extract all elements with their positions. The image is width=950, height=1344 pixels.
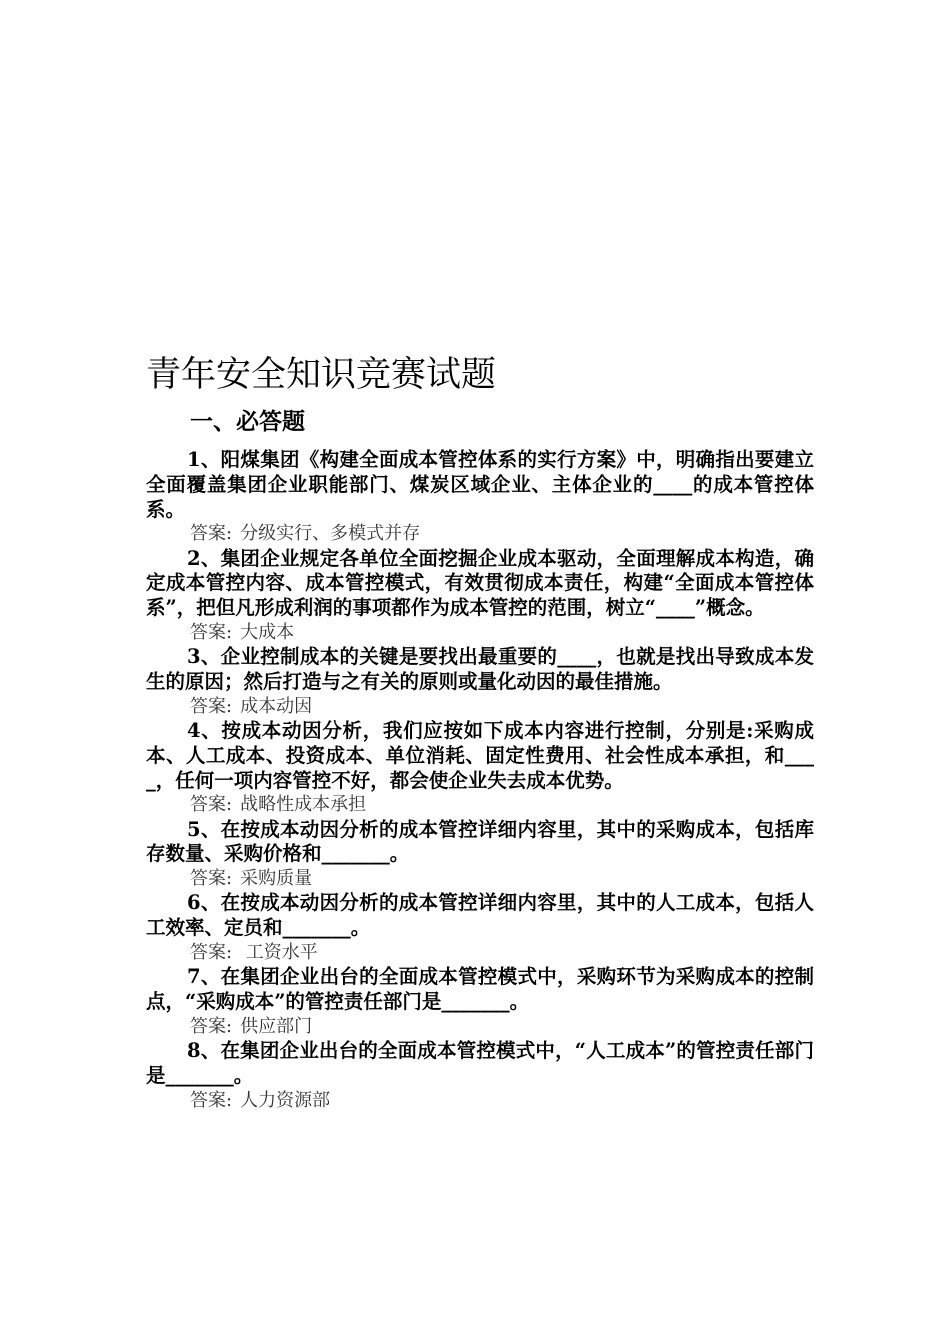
answer-8 <box>146 1089 814 1113</box>
answer-label: 答案: <box>190 1089 233 1111</box>
answer-label: 答案: <box>190 868 233 890</box>
answer-4 <box>146 793 814 817</box>
question-6: 6、在按成本动因分析的成本管控详细内容里，其中的人工成本，包括人工效率、定员和_______。 <box>146 891 814 940</box>
section-heading: 一、必答题 <box>190 408 305 435</box>
answer-label: 答案: <box>190 621 233 643</box>
answer-text: 人力资源部 <box>240 1089 331 1111</box>
answer-1 <box>146 522 814 546</box>
answer-7 <box>146 1015 814 1039</box>
answer-3 <box>146 695 814 719</box>
answer-text: 工资水平 <box>240 941 318 963</box>
answer-text: 战略性成本承担 <box>240 794 367 816</box>
question-7: 7、在集团企业出台的全面成本管控模式中，采购环节为采购成本的控制点，“采购成本”的管控责任部门是_______。 <box>146 965 814 1013</box>
question-1: 1、阳煤集团《构建全面成本管控体系的实行方案》中，明确指出要建立全面覆盖集团企业职能部门、煤炭区域企业、主体企业的____的成本管控体系。 <box>146 448 814 521</box>
question-3: 3、企业控制成本的关键是要找出最重要的____，也就是找出导致成本发生的原因；然后打造与之有关的原则或量化动因的最佳措施。 <box>146 645 814 693</box>
document-title: 青年安全知识竞赛试题 <box>146 355 497 395</box>
answer-text: 大成本 <box>240 621 295 643</box>
question-2: 2、集团企业规定各单位全面挖掘企业成本驱动，全面理解成本构造，确定成本管控内容、成本管控模式，有效贯彻成本责任，构建“全面成本管控体系”，把但凡形成利润的事项都作为成本管控的范围，树立“____”概念。 <box>146 546 814 620</box>
question-8: 8、在集团企业出台的全面成本管控模式中，“人工成本”的管控责任部门是_______。 <box>146 1038 814 1087</box>
answer-5 <box>146 867 814 891</box>
question-5: 5、在按成本动因分析的成本管控详细内容里，其中的采购成本，包括库存数量、采购价格和_______。 <box>146 817 814 866</box>
answer-text: 采购质量 <box>240 868 313 890</box>
answer-6 <box>146 941 814 965</box>
answer-label: 答案: <box>190 523 233 545</box>
answer-label: 答案: <box>190 1015 233 1037</box>
question-4: 4、按成本动因分析，我们应按如下成本内容进行控制，分别是:采购成本、人工成本、投资成本、单位消耗、固定性费用、社会性成本承担，和____，任何一项内容管控不好，都会使企业失去成本优势。 <box>146 718 814 792</box>
answer-2 <box>146 621 814 645</box>
answer-text: 成本动因 <box>240 695 313 717</box>
answer-text: 供应部门 <box>240 1015 313 1037</box>
question-list <box>146 448 814 1113</box>
answer-text: 分级实行、多模式并存 <box>240 523 421 545</box>
answer-label: 答案: <box>190 695 233 717</box>
answer-label: 答案: <box>190 794 233 816</box>
answer-label: 答案: <box>190 941 233 963</box>
